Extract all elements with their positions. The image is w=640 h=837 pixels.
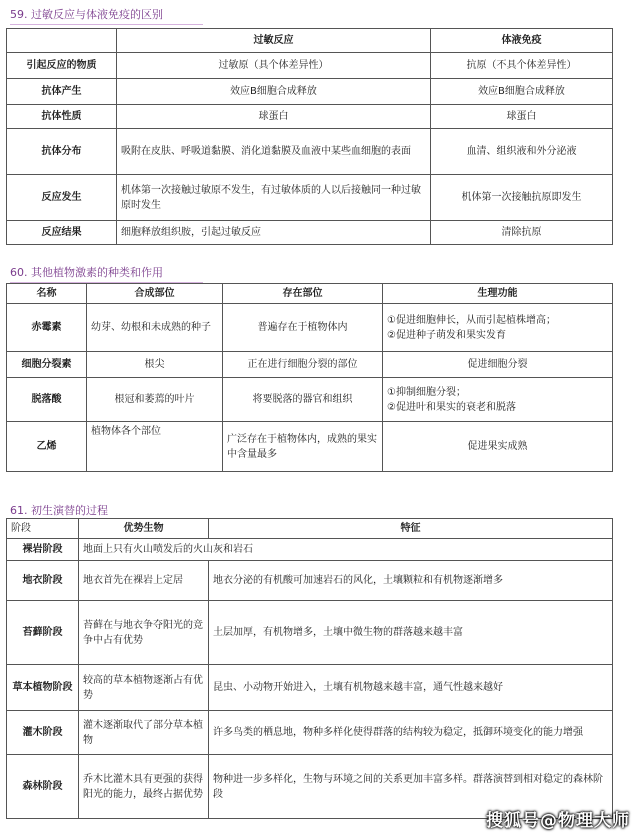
- stage-name: 地衣阶段: [7, 561, 79, 601]
- function-cell: ①促进细胞伸长，从而引起植株增高； ②促进种子萌发和果实发育: [383, 304, 613, 352]
- location-cell: 普遍存在于植物体内: [223, 304, 383, 352]
- header-name: 名称: [7, 284, 87, 304]
- dominant-cell: 地衣首先在裸岩上定居: [79, 561, 209, 601]
- location-cell: 广泛存在于植物体内，成熟的果实中含量最多: [223, 422, 383, 472]
- table-row: [7, 378, 613, 422]
- feature-cell: 许多鸟类的栖息地，物种多样化使得群落的结构较为稳定，抵御环境变化的能力增强: [209, 711, 613, 755]
- row-header: 反应发生: [7, 175, 117, 221]
- header-synthesis: 合成部位: [87, 284, 223, 304]
- header-feature: 特征: [209, 519, 613, 539]
- section-61-title: 61. 初生演替的过程: [10, 504, 108, 517]
- humoral-cell: 抗原（不具个体差异性）: [431, 53, 613, 79]
- table-row: [7, 175, 613, 221]
- stage-name: 裸岩阶段: [7, 539, 79, 561]
- table-row: [7, 665, 613, 711]
- function-cell: 促进果实成熟: [383, 422, 613, 472]
- table-row: [7, 711, 613, 755]
- dominant-cell: 灌木逐渐取代了部分草本植物: [79, 711, 209, 755]
- humoral-cell: 效应B细胞合成释放: [431, 79, 613, 105]
- header-location: 存在部位: [223, 284, 383, 304]
- header-allergy: 过敏反应: [117, 29, 431, 53]
- section-59-title: 59. 过敏反应与体液免疫的区别: [10, 8, 163, 21]
- location-cell: 正在进行细胞分裂的部位: [223, 352, 383, 378]
- allergy-cell: 球蛋白: [117, 105, 431, 129]
- watermark-text: 搜狐号@物理大师: [486, 811, 630, 831]
- humoral-cell: 球蛋白: [431, 105, 613, 129]
- section-60-title: 60. 其他植物激素的种类和作用: [10, 266, 163, 279]
- function-cell: ①抑制细胞分裂； ②促进叶和果实的衰老和脱落: [383, 378, 613, 422]
- allergy-cell: 机体第一次接触过敏原不发生，有过敏体质的人以后接触同一种过敏原时发生: [117, 175, 431, 221]
- row-header: 引起反应的物质: [7, 53, 117, 79]
- feature-cell: 昆虫、小动物开始进入，土壤有机物越来越丰富，通气性越来越好: [209, 665, 613, 711]
- header-humoral: 体液免疫: [431, 29, 613, 53]
- humoral-cell: 血清、组织液和外分泌液: [431, 129, 613, 175]
- header-function: 生理功能: [383, 284, 613, 304]
- hormone-name: 脱落酸: [7, 378, 87, 422]
- table-header-row: [7, 519, 613, 539]
- table-row: [7, 422, 613, 472]
- stage-name: 草本植物阶段: [7, 665, 79, 711]
- table-primary-succession: [6, 518, 613, 819]
- table-header-row: [7, 29, 613, 53]
- allergy-cell: 过敏原（具个体差异性）: [117, 53, 431, 79]
- row-header: 抗体性质: [7, 105, 117, 129]
- feature-cell: 地衣分泌的有机酸可加速岩石的风化，土壤颗粒和有机物逐渐增多: [209, 561, 613, 601]
- synthesis-cell: 根尖: [87, 352, 223, 378]
- dominant-cell: 乔木比灌木具有更强的获得阳光的能力，最终占据优势: [79, 755, 209, 819]
- table-row: [7, 129, 613, 175]
- table-allergy-vs-humoral: [6, 28, 613, 245]
- table-row: [7, 221, 613, 245]
- allergy-cell: 吸附在皮肤、呼吸道黏膜、消化道黏膜及血液中某些血细胞的表面: [117, 129, 431, 175]
- dominant-cell: 苔藓在与地衣争夺阳光的竞争中占有优势: [79, 601, 209, 665]
- stage-description: 地面上只有火山喷发后的火山灰和岩石: [79, 539, 613, 561]
- stage-name: 灌木阶段: [7, 711, 79, 755]
- function-cell: 促进细胞分裂: [383, 352, 613, 378]
- table-row: [7, 601, 613, 665]
- table-row: [7, 539, 613, 561]
- stage-name: 森林阶段: [7, 755, 79, 819]
- stage-name: 苔藓阶段: [7, 601, 79, 665]
- synthesis-cell: 幼芽、幼根和未成熟的种子: [87, 304, 223, 352]
- table-plant-hormones: [6, 283, 613, 472]
- humoral-cell: 清除抗原: [431, 221, 613, 245]
- location-cell: 将要脱落的器官和组织: [223, 378, 383, 422]
- table-row: [7, 79, 613, 105]
- table-row: [7, 561, 613, 601]
- table-row: [7, 352, 613, 378]
- table-row: [7, 304, 613, 352]
- header-empty: [7, 29, 117, 53]
- dominant-cell: 较高的草本植物逐渐占有优势: [79, 665, 209, 711]
- hormone-name: 乙烯: [7, 422, 87, 472]
- row-header: 抗体分布: [7, 129, 117, 175]
- hormone-name: 赤霉素: [7, 304, 87, 352]
- feature-cell: 物种进一步多样化，生物与环境之间的关系更加丰富多样。群落演替到相对稳定的森林阶段: [209, 755, 613, 819]
- synthesis-cell: 植物体各个部位: [87, 422, 223, 472]
- header-dominant: 优势生物: [79, 519, 209, 539]
- allergy-cell: 效应B细胞合成释放: [117, 79, 431, 105]
- synthesis-cell: 根冠和萎蔫的叶片: [87, 378, 223, 422]
- table-header-row: [7, 284, 613, 304]
- hormone-name: 细胞分裂素: [7, 352, 87, 378]
- allergy-cell: 细胞释放组织胺，引起过敏反应: [117, 221, 431, 245]
- row-header: 抗体产生: [7, 79, 117, 105]
- header-stage: 阶段: [7, 519, 79, 539]
- table-row: [7, 53, 613, 79]
- table-row: [7, 105, 613, 129]
- humoral-cell: 机体第一次接触抗原即发生: [431, 175, 613, 221]
- row-header: 反应结果: [7, 221, 117, 245]
- feature-cell: 土层加厚，有机物增多，土壤中微生物的群落越来越丰富: [209, 601, 613, 665]
